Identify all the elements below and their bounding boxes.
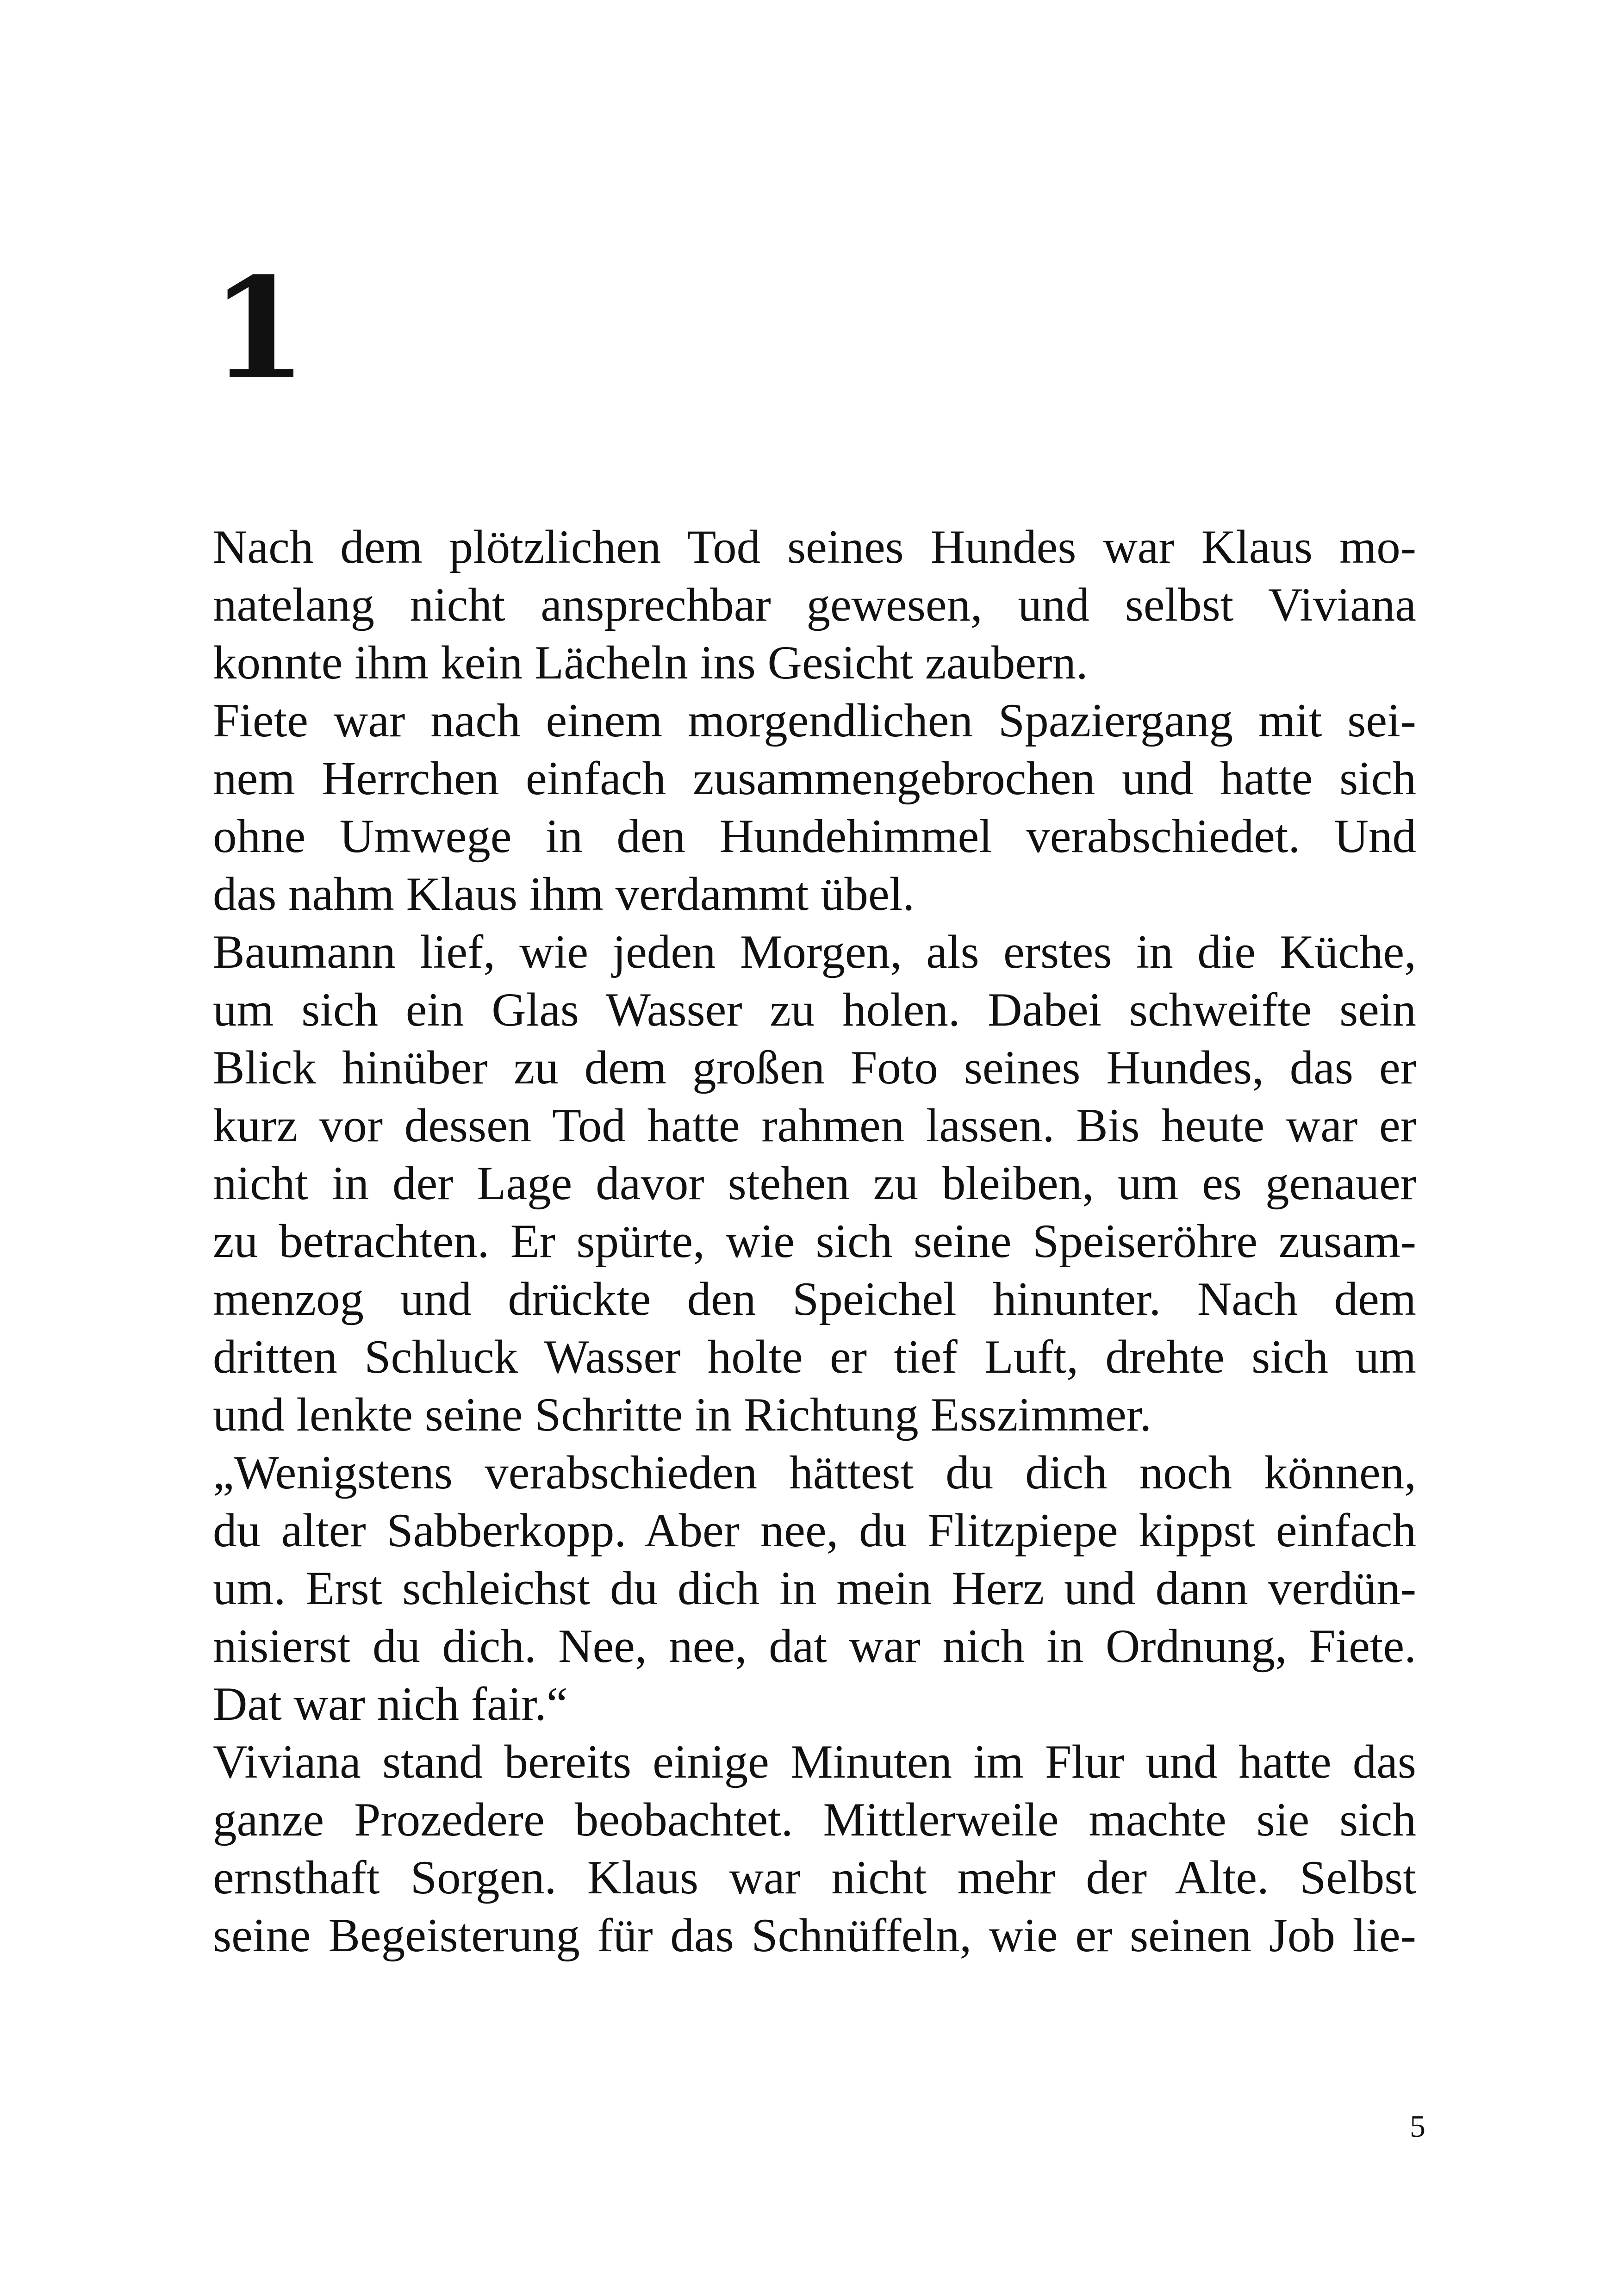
text-line: seine Begeisterung für das Schnüffeln, wie er seinen Job lie- [213,1909,1416,1962]
page-number: 5 [1410,2109,1425,2144]
text-line: Fiete war nach einem morgendlichen Spaziergang mit sei- [213,694,1416,747]
text-line: Blick hinüber zu dem großen Foto seines Hundes, das er [213,1041,1416,1094]
text-line: Nach dem plötzlichen Tod seines Hundes war Klaus mo- [213,521,1416,573]
text-line: zu betrachten. Er spürte, wie sich seine Speiseröhre zusam- [213,1215,1416,1268]
text-line: um sich ein Glas Wasser zu holen. Dabei schweifte sein [213,983,1416,1036]
text-line: menzog und drückte den Speichel hinunter. Nach dem [213,1273,1416,1325]
text-line: dritten Schluck Wasser holte er tief Luft, drehte sich um [213,1331,1416,1383]
text-line: „Wenigstens verabschieden hättest du dich noch können, [213,1446,1416,1499]
text-line: Viviana stand bereits einige Minuten im Flur und hatte das [213,1736,1416,1788]
text-line: das nahm Klaus ihm verdammt übel. [213,868,915,921]
chapter-number: 1 [211,247,307,410]
text-line: ohne Umwege in den Hundehimmel verabschiedet. Und [213,810,1416,863]
text-line: nicht in der Lage davor stehen zu bleiben, um es genauer [213,1157,1416,1210]
text-line: du alter Sabberkopp. Aber nee, du Flitzpiepe kippst einfach [213,1504,1416,1557]
text-line: Dat war nich fair.“ [213,1678,568,1730]
text-line: kurz vor dessen Tod hatte rahmen lassen. Bis heute war er [213,1099,1416,1152]
text-line: um. Erst schleichst du dich in mein Herz und dann verdün- [213,1562,1416,1615]
body-text [213,518,1416,1965]
text-line: nem Herrchen einfach zusammengebrochen und hatte sich [213,752,1416,805]
text-line: nisierst du dich. Nee, nee, dat war nich in Ordnung, Fiete. [213,1620,1416,1673]
text-line: und lenkte seine Schritte in Richtung Esszimmer. [213,1388,1152,1441]
text-line: ganze Prozedere beobachtet. Mittlerweile machte sie sich [213,1793,1416,1846]
text-line: konnte ihm kein Lächeln ins Gesicht zaubern. [213,636,1088,689]
text-line: natelang nicht ansprechbar gewesen, und selbst Viviana [213,579,1416,631]
text-line: ernsthaft Sorgen. Klaus war nicht mehr der Alte. Selbst [213,1851,1416,1904]
text-line: Baumann lief, wie jeden Morgen, als erstes in die Küche, [213,926,1416,978]
